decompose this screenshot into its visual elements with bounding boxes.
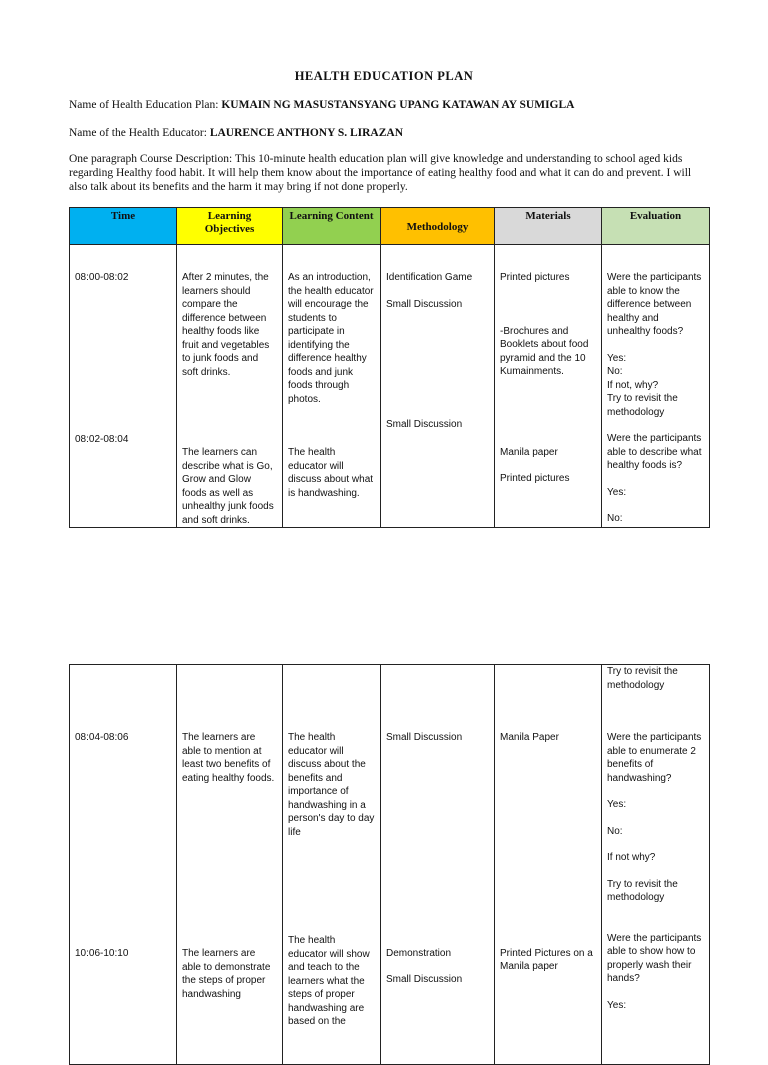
row-materials: Printed Pictures on a Manila paper bbox=[500, 947, 593, 972]
row-evaluation-cell bbox=[602, 245, 710, 528]
row-time-cell bbox=[70, 665, 177, 1065]
row-evaluation-cell bbox=[602, 665, 710, 1065]
row-content: The health educator will show and teach to the learners what the steps of proper handwashing are based on the bbox=[288, 935, 370, 1027]
plan-table-page-1 bbox=[69, 207, 710, 528]
row-time: 08:04-08:06 bbox=[75, 732, 129, 743]
header-materials: Materials bbox=[495, 208, 602, 245]
header-time: Time bbox=[70, 208, 177, 245]
plan-name-line bbox=[69, 98, 574, 112]
row-evaluation: Yes: bbox=[607, 999, 627, 1011]
header-objectives: Learning Objectives bbox=[177, 208, 283, 245]
row-content: The health educator will discuss about what is handwashing. bbox=[288, 447, 374, 499]
row-methodology: Small Discussion bbox=[386, 419, 463, 430]
row-methodology: Identification Game bbox=[386, 272, 473, 283]
row-objectives: The learners are able to demonstrate the steps of proper handwashing bbox=[182, 948, 271, 1000]
row-objectives-cell bbox=[177, 665, 283, 1065]
row-time: 08:00-08:02 bbox=[75, 272, 129, 283]
row-evaluation: No: bbox=[607, 513, 623, 524]
row-methodology-cell bbox=[381, 245, 495, 528]
table-row bbox=[70, 245, 710, 528]
educator-label: Name of the Health Educator: bbox=[69, 127, 210, 139]
row-time: 08:02-08:04 bbox=[75, 433, 129, 445]
plan-name-label: Name of Health Education Plan: bbox=[69, 99, 222, 111]
header-evaluation: Evaluation bbox=[602, 208, 710, 245]
row-evaluation: If not why? bbox=[607, 852, 656, 863]
row-evaluation: Were the participants able to describe what healthy foods is? bbox=[607, 433, 702, 471]
row-evaluation: Yes: bbox=[607, 486, 627, 498]
row-materials-cell bbox=[495, 665, 602, 1065]
row-methodology: Small Discussion bbox=[386, 298, 463, 310]
row-time-cell bbox=[70, 245, 177, 528]
row-evaluation: Try to revisit the methodology bbox=[607, 878, 678, 903]
plan-table-page-2 bbox=[69, 664, 710, 1065]
header-methodology: Methodology bbox=[381, 208, 495, 245]
row-evaluation: Were the participants able to show how to properly wash their hands? bbox=[607, 932, 702, 984]
educator-value: LAURENCE ANTHONY S. LIRAZAN bbox=[209, 127, 404, 139]
row-methodology: Small Discussion bbox=[386, 974, 463, 985]
document-title: HEALTH EDUCATION PLAN bbox=[294, 69, 474, 83]
row-time: 10:06-10:10 bbox=[75, 947, 129, 959]
row-materials: Manila paper bbox=[500, 446, 558, 458]
row-objectives: The learners are able to mention at least two benefits of eating healthy foods. bbox=[182, 732, 275, 784]
row-evaluation: No: bbox=[607, 825, 623, 837]
plan-name-value: KUMAIN NG MASUSTANSYANG UPANG KATAWAN AY SUMIGLA bbox=[221, 99, 575, 111]
row-materials: -Brochures and Booklets about food pyramid and the 10 Kumainments. bbox=[500, 325, 589, 377]
row-methodology-cell bbox=[381, 665, 495, 1065]
row-content: The health educator will discuss about the benefits and importance of handwashing in a person's day to day life bbox=[288, 732, 375, 838]
row-evaluation: Try to revisit the methodology bbox=[607, 666, 678, 691]
header-row bbox=[70, 208, 710, 245]
row-materials: Printed pictures bbox=[500, 272, 570, 283]
row-evaluation: Yes: No: If not, why? Try to revisit the methodology bbox=[607, 352, 678, 418]
table-row bbox=[70, 665, 710, 1065]
row-materials: Printed pictures bbox=[500, 473, 570, 484]
row-content: As an introduction, the health educator will encourage the students to participate in identifying the difference healthy foods and junk foods through photos. bbox=[288, 272, 374, 405]
row-materials-cell bbox=[495, 245, 602, 528]
row-materials: Manila Paper bbox=[500, 732, 559, 743]
row-content-cell bbox=[283, 665, 381, 1065]
header-content: Learning Content bbox=[283, 208, 381, 245]
row-objectives: After 2 minutes, the learners should compare the difference between healthy foods like fruit and vegetables to junk foods and soft drinks. bbox=[182, 272, 270, 378]
row-content-cell bbox=[283, 245, 381, 528]
course-description: One paragraph Course Description: This 10-minute health education plan will give knowledge and understanding to school aged kids regarding Healthy food habit. It will help them know about the importance of eating healthy food and what it can do and prevent. I will also talk about its benefits and the harm it may bring if not done properly. bbox=[69, 153, 692, 193]
educator-line bbox=[69, 126, 403, 140]
row-evaluation: Were the participants able to enumerate 2 benefits of handwashing? bbox=[607, 732, 702, 784]
row-evaluation: Yes: bbox=[607, 799, 627, 810]
row-objectives-cell bbox=[177, 245, 283, 528]
row-methodology: Small Discussion bbox=[386, 732, 463, 743]
row-methodology: Demonstration bbox=[386, 947, 452, 959]
row-evaluation: Were the participants able to know the difference between healthy and unhealthy foods? bbox=[607, 272, 702, 337]
row-objectives: The learners can describe what is Go, Grow and Glow foods as well as unhealthy junk foods and soft drinks. bbox=[182, 447, 274, 526]
